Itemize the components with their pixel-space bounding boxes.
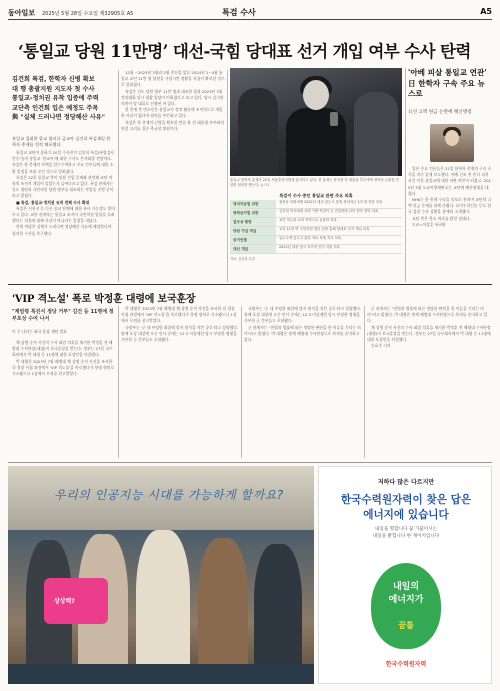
table-key: 정치자금법 위반 xyxy=(230,200,276,208)
table-row xyxy=(230,227,402,236)
advertisement-khnp[interactable] xyxy=(318,466,492,684)
table-row xyxy=(230,245,402,254)
column-divider xyxy=(241,306,242,458)
table-row xyxy=(230,236,402,245)
article-paragraph: 박 대령은 2023년 7월 해병대 채 상병 순직 사건을 조사한 뒤 경찰 이첩 과정에서 'VIP 격노설'을 폭로했다가 항명 혐의로 기소됐으나 1심에서 무죄를 선고받았다. xyxy=(121,306,237,324)
table-row xyxy=(230,209,402,218)
article-paragraph: 채 상병 순직 사건의 수사 외압 의혹을 제기한 박정훈 전 해병대 수사단장(대령)이 보국훈장을 받는다. 정부는 27일 국무회의에서 박 대령 등 11명에 대한 포상안을 의결했다. xyxy=(12,340,113,358)
article-subheading: ■ 특검, 통일교-정치권 유착 전체 수사 확대 xyxy=(16,199,90,205)
section-rule xyxy=(8,284,492,285)
table-key: 당원 가입 개입 xyxy=(230,227,276,235)
ad-badge-highlight: 꿈틀 xyxy=(398,621,414,630)
bottom-column-1 xyxy=(12,340,116,458)
article-paragraph: 군 관계자는 "헌법과 법률에 따른 정당한 판단을 한 이들을 기리는 의미"라고 밝혔다. 박 대령은 현재 해병대 수사단장으로 복귀를 준비하고 있다. xyxy=(367,306,488,324)
ad-main-line: 에너지에 있습니다 xyxy=(363,509,449,521)
column-divider xyxy=(118,70,119,282)
ad-company-logo: 한국수력원자력 xyxy=(385,661,427,668)
article-paragraph: NHK는 한 총재 구속을 속보로 전하며 교단의 고액 헌금 문제를 함께 다뤘다. 요미우리신문 등도 한국 검찰 수사 상황을 상세히 소개했다. xyxy=(408,197,492,215)
main-headline: ‘통일교 당원 11만명’ 대선-국힘 당대표 선거 개입 여부 수사 탄력 xyxy=(18,42,471,61)
ad-rule xyxy=(8,462,492,463)
issue-date: 2025년 5월 28일 수요일 제32905호 A5 xyxy=(42,11,134,17)
subhead-line: 대 행 총괄지원 지도자 첫 수사 xyxy=(12,85,95,93)
bottom-byline: 이 수 나라는 외국 훈장 재단 발표 xyxy=(12,329,67,334)
column-divider xyxy=(405,68,406,282)
ad-body-line: 내일을 밝힙니다 한 계이지입니다 xyxy=(372,533,440,539)
article-paragraph: 특검은 한 총재의 신병을 확보한 만큼 윤 전 대통령 부부와의 연결 고리를 집중 추궁할 방침이다. xyxy=(121,119,224,131)
sidebar-article-title: '아베 피살 통일교 연관' 日 한학자 구속 주요 뉴스로 xyxy=(408,68,487,98)
table-source: 자료: 김건희 특검 xyxy=(230,257,255,261)
column-divider xyxy=(118,306,119,458)
article-paragraph: 특검은 22일 통일교 측이 당원 가입 문제와 관련해 교단 차원의 조직적 개입이 있었는지 들여다보고 있다. 특검 관계자는 신도 명단과 국민의힘 당원 명부를 대조하는 작업을 진행 중이라고 밝혔다. xyxy=(12,174,114,199)
article-paragraph: 일본 주요 언론들은 22일 한학자 총재의 구속 소식을 비중 있게 보도했다. 아베 신조 전 총리 피격 사건 이후 통일교에 대한 비판 여론이 커졌고, 2025년 3월 도쿄지방재판소는 교단에 해산명령을 내렸다. xyxy=(408,166,492,196)
bottom-subheadline: "계엄령 특진서 정당 거부" 김건 등 11명에 정부포상 수여 나서 xyxy=(12,309,114,323)
sidebar-article-body xyxy=(408,166,492,278)
article-paragraph: 한 총재 측 변호인은 통일교가 정치 활동에 조직적으로 개입한 사실이 없다며 혐의를 부인하고 있다. xyxy=(121,107,223,119)
ad-figure xyxy=(254,544,302,684)
ad-tagline: 우리의 인공지능 시대를 가능하게 할까요? xyxy=(54,488,284,502)
news-photo xyxy=(230,68,402,176)
byline: 통일교 집회한 종교 혐의로 금교아 김건희 특검 8일 한학자 총재를 전격 체포했다 xyxy=(12,136,111,147)
newspaper-logo: 동아일보 xyxy=(8,8,36,17)
sidebar-portrait xyxy=(430,124,474,162)
ad-badge-line: 내일의 xyxy=(392,582,420,592)
article-column-2 xyxy=(121,70,225,282)
ad-figure xyxy=(198,538,248,684)
table-title: 특검이 수사 중인 통일교 관련 주요 의혹 xyxy=(279,193,353,198)
photo-caption: 통일교 한학자 총재가 22일 서울중앙지법에 출석하고 있다. 한 총재는 윤석열 전 대통령 부부에게 청탁성 금품을 전달한 혐의를 받는다. 뉴스1 xyxy=(230,178,399,188)
subhead-line: 교단측 인건희 입은 예정도 주목 xyxy=(12,104,99,112)
reporter-byline: 손효주 기자 xyxy=(371,343,391,349)
article-paragraph: 한편 여당은 실체가 드러나면 정당해산 사유에 해당한다며 철저한 수사를 촉구했다. xyxy=(12,224,112,236)
section-title: 특검 수사 xyxy=(222,8,256,17)
ad-main-text xyxy=(319,493,493,523)
table-value: 권성동 의원에게 2022년 대선 앞두고 불법 정치자금 1억 원 전달 의혹 xyxy=(279,200,383,204)
ad-pink-screen xyxy=(44,578,108,624)
column-divider xyxy=(227,70,228,282)
table-key: 청탁금지법 위반 xyxy=(230,209,276,217)
bottom-headline: 'VIP 격노설' 폭로 박정훈 대령에 보국훈장 xyxy=(12,294,196,305)
table-row xyxy=(230,200,402,209)
ad-figure xyxy=(136,530,190,684)
ad-badge-text xyxy=(371,581,441,607)
bottom-column-2 xyxy=(121,306,239,458)
article-paragraph: 군 관계자는 "헌법과 법률에 따른 정당한 판단을 한 이들을 기리는 의미"라고 밝혔다. 박 대령은 현재 해병대 수사단장으로 복귀를 준비하고 있다. xyxy=(244,324,361,343)
bottom-column-4 xyxy=(367,306,492,458)
article-paragraph: 특검은 신천지 등 다른 종교 단체에 대한 조사 가능성도 열어 두고 있다. 교단 관계자는 통일교 조직이 국민의힘 입당을 독려했다는 의혹에 대해 사실이 아니라는 입장을 내놨다. xyxy=(12,205,115,224)
table-value: 교인 11만 명 국민의힘 집단 입당 통해 당대표 선거 개입 의혹 xyxy=(279,227,370,231)
reporter-byline: 도쿄=이상훈 특파원 xyxy=(412,221,446,227)
photo-figure xyxy=(238,88,278,176)
allegations-table xyxy=(230,192,402,261)
article-column-1 xyxy=(12,150,116,282)
portrait-face xyxy=(445,130,459,146)
advertisement-ai[interactable] xyxy=(8,466,314,684)
article-paragraph: 교단 측은 항소 의사를 밝힌 상태다. xyxy=(412,215,471,221)
ad-badge-line: 에너지가 xyxy=(388,595,424,605)
column-divider xyxy=(364,306,365,458)
bottom-column-3 xyxy=(244,306,362,458)
ad-main-line: 한국수력원자력이 찾은 답은 xyxy=(340,494,472,506)
article-paragraph: 특검은 신도 당원 명부 11만 명과 대조한 결과 2023년 3월 전당대회 당시 대량 입당이 이뤄졌다고 보고 있다. 당시 김기현 의원이 당 대표로 선출된 바 있다. xyxy=(121,88,224,107)
ad-badge-icon xyxy=(371,563,441,649)
ad-lead-text: 저하다 많은 다르지만 xyxy=(377,479,435,486)
ad-body-line: 내일을 향합니다 꿈 가꿈이시는 xyxy=(374,527,438,532)
subhead-line: 김건희 특검, 한학자 신병 확보 xyxy=(12,76,95,83)
microphone-icon xyxy=(330,112,338,126)
photo-figure xyxy=(303,80,329,110)
article-paragraph: 박 대령은 2023년 7월 해병대 채 상병 순직 사건을 조사한 뒤 경찰 이첩 과정에서 'VIP 격노설'을 폭로했다가 항명 혐의로 기소됐으나 1심에서 무죄를 선고받았다. xyxy=(12,358,115,377)
subheadline xyxy=(12,75,112,123)
article-paragraph: 국방부는 '군 내 부당한 외압에 맞서 원칙을 지킨 공로'라고 설명했다. 함께 포상 대상에 오른 인사 중에는 12·3 비상계엄 당시 부당한 명령을 거부한 군 간부들도 포함됐다. xyxy=(244,306,362,324)
page-number: A5 xyxy=(480,7,492,16)
table-key: 업무상 횡령 xyxy=(230,218,276,226)
table-value: 2022년 대선 당시 조직적 선거 지원 의혹 xyxy=(279,245,340,249)
article-paragraph: 국방부는 '군 내 부당한 외압에 맞서 원칙을 지킨 공로'라고 설명했다. 함께 포상 대상에 오른 인사 중에는 12·3 비상계엄 당시 부당한 명령을 거부한 군 간부들도 포함됐다. xyxy=(121,324,239,343)
ad-footer-bar xyxy=(8,664,314,684)
table-value: 교단 자금을 로비 목적으로 유용한 의혹 xyxy=(279,218,337,222)
ad-body-text xyxy=(319,527,493,540)
masthead xyxy=(8,6,492,20)
table-value: 압수수색 앞두고 관련 자료 삭제 지시 의혹 xyxy=(279,236,342,240)
subhead-line: 與 "실체 드러나면 정당해산 사유" xyxy=(12,114,105,122)
table-row xyxy=(230,218,402,227)
table-value: 김건희 여사에게 샤넬 가방·목걸이 등 전달하며 교단 현안 청탁 의혹 xyxy=(279,209,379,213)
table-key: 증거인멸 xyxy=(230,236,276,244)
article-paragraph: 12월 ~2023년 3월과 2월 총선을 앞둔 2024년 1~4월 통일교 교인 11만 명 당원을 가입시킨 정황을 특검이 확보한 것으로 알려졌다. xyxy=(121,70,225,88)
photo-figure xyxy=(354,92,398,176)
article-paragraph: 통일교 교단이 종하기 20일 수사진이 김건희 특검(특별검사 민중기)이 통일교 '한교아'에 대한 수사도 본격화할 전망이다. 특검은 한 총재의 자택을 압수수색하고 주요 간부들에 대한 소환 일정을 조율 중인 것으로 알려졌다. xyxy=(12,150,114,174)
ad-screen-caption: 상상력? xyxy=(54,598,75,605)
table-key: 대선 개입 xyxy=(230,245,276,253)
subhead-line: 통일교-정치권 유착 입증에 주력 xyxy=(12,95,99,103)
sidebar-article-subtitle: 日선 고액 헌금 논란에 해산명령 xyxy=(408,110,472,115)
article-paragraph: 채 상병 순직 사건의 수사 외압 의혹을 제기한 박정훈 전 해병대 수사단장(대령)이 보국훈장을 받는다. 정부는 27일 국무회의에서 박 대령 등 11명에 대한 포상안을 의결했다. xyxy=(367,324,491,343)
